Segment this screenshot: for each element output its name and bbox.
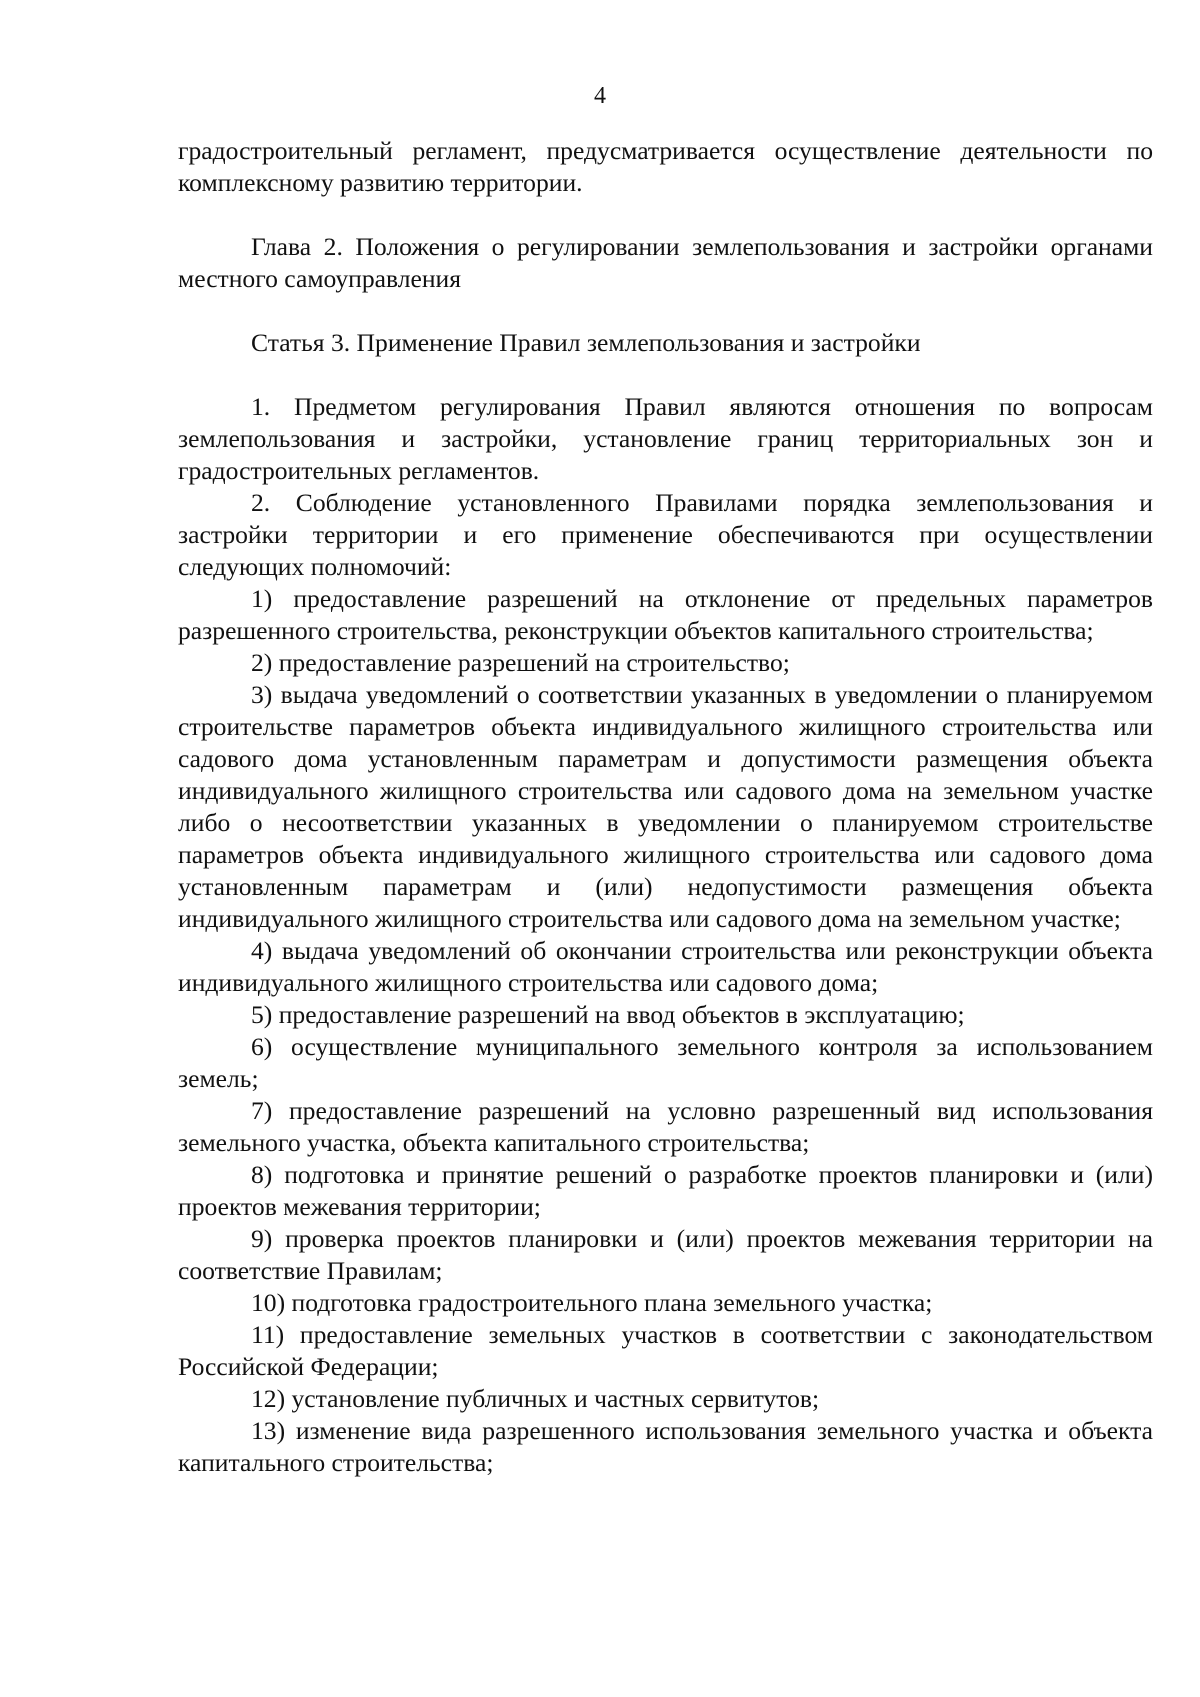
list-item: 6) осуществление муниципального земельного контроля за использованием земель; (178, 1032, 1153, 1093)
list-item: 2) предоставление разрешений на строительство; (251, 648, 790, 677)
list-item: 3) выдача уведомлений о соответствии указанных в уведомлении о планируемом строительстве параметров объекта индивидуального жилищного строительства или садового дома установленным параметрам и допустимости размещения объекта индивидуального жилищного строительства или садового дома на земельном участке либо о несоответствии указанных в уведомлении о планируемом строительстве параметров объекта индивидуального жилищного строительства или садового дома установленным параметрам и (или) недопустимости размещения объекта индивидуального жилищного строительства или садового дома на земельном участке; (178, 680, 1153, 933)
list-item: 7) предоставление разрешений на условно разрешенный вид использования земельного участка, объекта капитального строительства; (178, 1096, 1153, 1157)
paragraph: 1. Предметом регулирования Правил являются отношения по вопросам землепользования и застройки, установление границ территориальных зон и градостроительных регламентов. (178, 392, 1153, 485)
intro-paragraph: градостроительный регламент, предусматривается осуществление деятельности по комплексному развитию территории. (178, 136, 1153, 197)
list-item: 1) предоставление разрешений на отклонение от предельных параметров разрешенного строительства, реконструкции объектов капитального строительства; (178, 584, 1153, 645)
paragraph: 2. Соблюдение установленного Правилами порядка землепользования и застройки территории и его применение обеспечиваются при осуществлении следующих полномочий: (178, 488, 1153, 581)
list-item: 10) подготовка градостроительного плана земельного участка; (251, 1288, 933, 1317)
list-item: 4) выдача уведомлений об окончании строительства или реконструкции объекта индивидуального жилищного строительства или садового дома; (178, 936, 1153, 997)
list-item: 5) предоставление разрешений на ввод объектов в эксплуатацию; (251, 1000, 965, 1029)
list-item: 11) предоставление земельных участков в соответствии с законодательством Российской Федерации; (178, 1320, 1153, 1381)
chapter-heading: Глава 2. Положения о регулировании землепользования и застройки органами местного самоуправления (178, 232, 1153, 293)
list-item: 9) проверка проектов планировки и (или) проектов межевания территории на соответствие Правилам; (178, 1224, 1153, 1285)
list-item: 8) подготовка и принятие решений о разработке проектов планировки и (или) проектов межевания территории; (178, 1160, 1153, 1221)
article-heading: Статья 3. Применение Правил землепользования и застройки (251, 328, 921, 357)
document-body (178, 135, 1153, 1479)
list-item: 12) установление публичных и частных сервитутов; (251, 1384, 820, 1413)
page-number: 4 (594, 83, 606, 109)
list-item: 13) изменение вида разрешенного использования земельного участка и объекта капитального строительства; (178, 1416, 1153, 1477)
